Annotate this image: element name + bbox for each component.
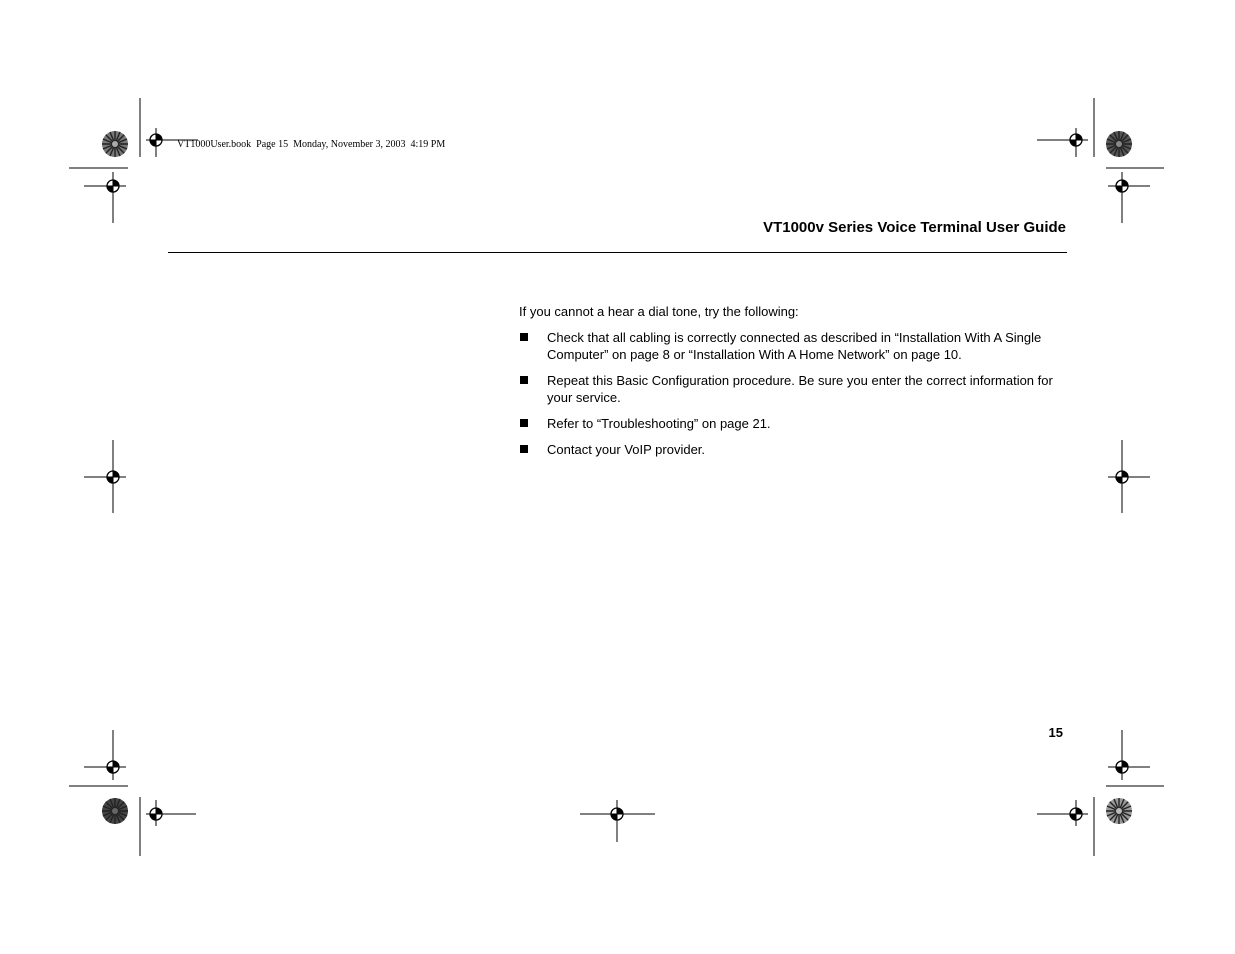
registration-crosshair-icon <box>1116 180 1128 192</box>
registration-crosshair-icon <box>107 761 119 773</box>
sunburst-wheel-icon <box>102 131 128 157</box>
square-bullet-icon <box>520 333 528 341</box>
body-text <box>519 303 1064 467</box>
list-item <box>519 372 1064 406</box>
list-item-text: Repeat this Basic Configuration procedure. Be sure you enter the correct information for your service. <box>547 373 1053 405</box>
crop-mark-bottom-left <box>69 730 196 856</box>
registration-crosshair-icon <box>1070 808 1082 820</box>
registration-crosshair-icon <box>1070 134 1082 146</box>
crop-mark-middle-left <box>84 440 126 513</box>
registration-crosshair-icon <box>107 471 119 483</box>
crop-mark-bottom-right <box>1037 730 1164 856</box>
registration-crosshair-icon <box>107 180 119 192</box>
bullet-list <box>519 329 1064 458</box>
square-bullet-icon <box>520 376 528 384</box>
square-bullet-icon <box>520 419 528 427</box>
list-item-text: Refer to “Troubleshooting” on page 21. <box>547 416 771 431</box>
list-item <box>519 329 1064 363</box>
slug-line: VT1000User.book Page 15 Monday, November 3, 2003 4:19 PM <box>177 139 446 150</box>
sunburst-wheel-icon <box>1106 131 1132 157</box>
registration-crosshair-icon <box>150 808 162 820</box>
page-number: 15 <box>1048 725 1063 740</box>
registration-crosshair-icon <box>611 808 623 820</box>
intro-paragraph: If you cannot a hear a dial tone, try the following: <box>519 304 799 319</box>
list-item-text: Contact your VoIP provider. <box>547 442 706 457</box>
list-item <box>519 441 1064 458</box>
registration-crosshair-icon <box>1116 761 1128 773</box>
running-header: VT1000v Series Voice Terminal User Guide <box>763 219 1066 236</box>
crop-mark-top-right <box>1037 98 1164 223</box>
list-item <box>519 415 1064 432</box>
sunburst-wheel-icon <box>102 798 128 824</box>
header-rule <box>168 252 1067 253</box>
crop-mark-top-left <box>69 98 198 223</box>
crop-mark-middle-right <box>1108 440 1150 513</box>
registration-crosshair-icon <box>1116 471 1128 483</box>
registration-crosshair-icon <box>150 134 162 146</box>
list-item-text: Check that all cabling is correctly connected as described in “Installation With A Single Computer” on page 8 or “Installation With A Home Network” on page 10. <box>547 330 1042 362</box>
square-bullet-icon <box>520 445 528 453</box>
crop-mark-bottom-center <box>580 800 655 842</box>
sunburst-wheel-icon <box>1106 798 1132 824</box>
